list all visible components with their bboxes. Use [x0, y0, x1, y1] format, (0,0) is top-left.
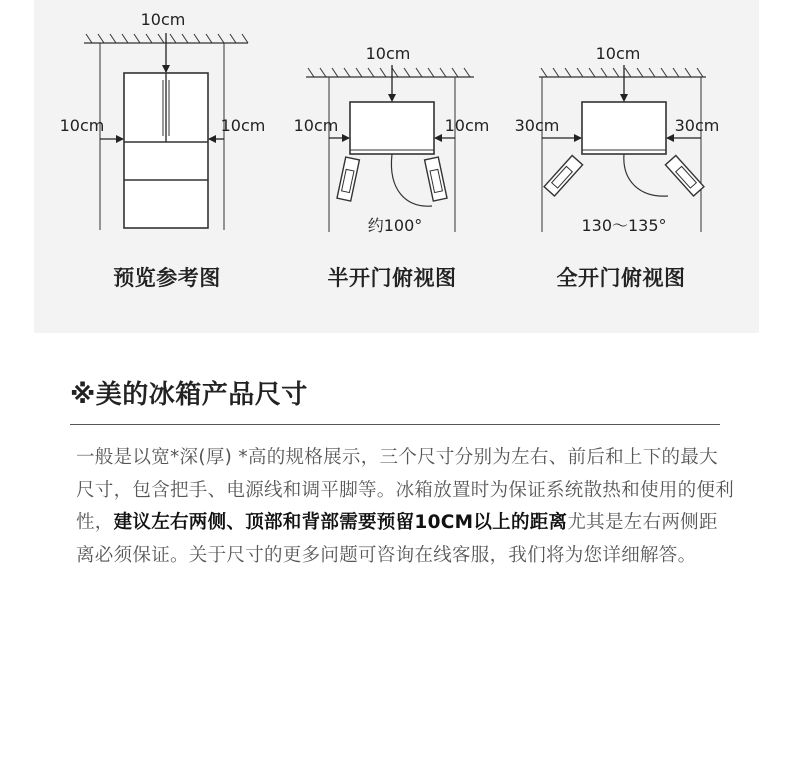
- desc-text-2: 尤其是左右两侧距离必须保证。关于尺寸的更多问题可咨询在线客服，我们将为您详细解答。: [76, 512, 718, 566]
- half-open-diagram: [306, 65, 474, 232]
- preview-caption: 预览参考图: [113, 266, 221, 290]
- fridge-top-view: [582, 102, 666, 154]
- d1-left-label: 10cm: [59, 116, 105, 135]
- desc-text-1: 一般是以宽*深(厚) *高的规格展示，三个尺寸分别为左右、前后和上下的最大尺寸，包含把手、电源线和调平脚等。冰箱放置时为保证系统散热和使用的便利性，: [76, 447, 735, 533]
- d2-left-label: 10cm: [293, 116, 339, 135]
- door-swing-arc: [624, 154, 668, 196]
- diagram-panel: [34, 0, 759, 333]
- left-door: [337, 157, 359, 201]
- size-description: [76, 442, 736, 572]
- half-open-caption: 半开门俯视图: [327, 266, 457, 290]
- desc-emphasis: 建议左右两侧、顶部和背部需要预留10CM以上的距离: [113, 512, 568, 533]
- d3-left-label: 30cm: [514, 116, 560, 135]
- section-title: ※美的冰箱产品尺寸: [70, 380, 308, 410]
- right-door: [425, 157, 447, 201]
- d1-right-label: 10cm: [220, 116, 266, 135]
- right-door: [665, 155, 704, 196]
- full-open-caption: 全开门俯视图: [556, 266, 686, 290]
- wall-hatch-top: [86, 34, 248, 43]
- d3-angle-label: 130～135°: [581, 216, 667, 235]
- d2-angle-label: 约100°: [367, 216, 423, 235]
- left-door: [544, 155, 583, 196]
- d2-top-label: 10cm: [365, 44, 411, 63]
- d3-right-label: 30cm: [674, 116, 720, 135]
- d1-top-label: 10cm: [140, 10, 186, 29]
- divider: [70, 424, 720, 425]
- full-open-diagram: [539, 65, 706, 232]
- d3-top-label: 10cm: [595, 44, 641, 63]
- fridge-top-view: [350, 102, 434, 154]
- d2-right-label: 10cm: [444, 116, 490, 135]
